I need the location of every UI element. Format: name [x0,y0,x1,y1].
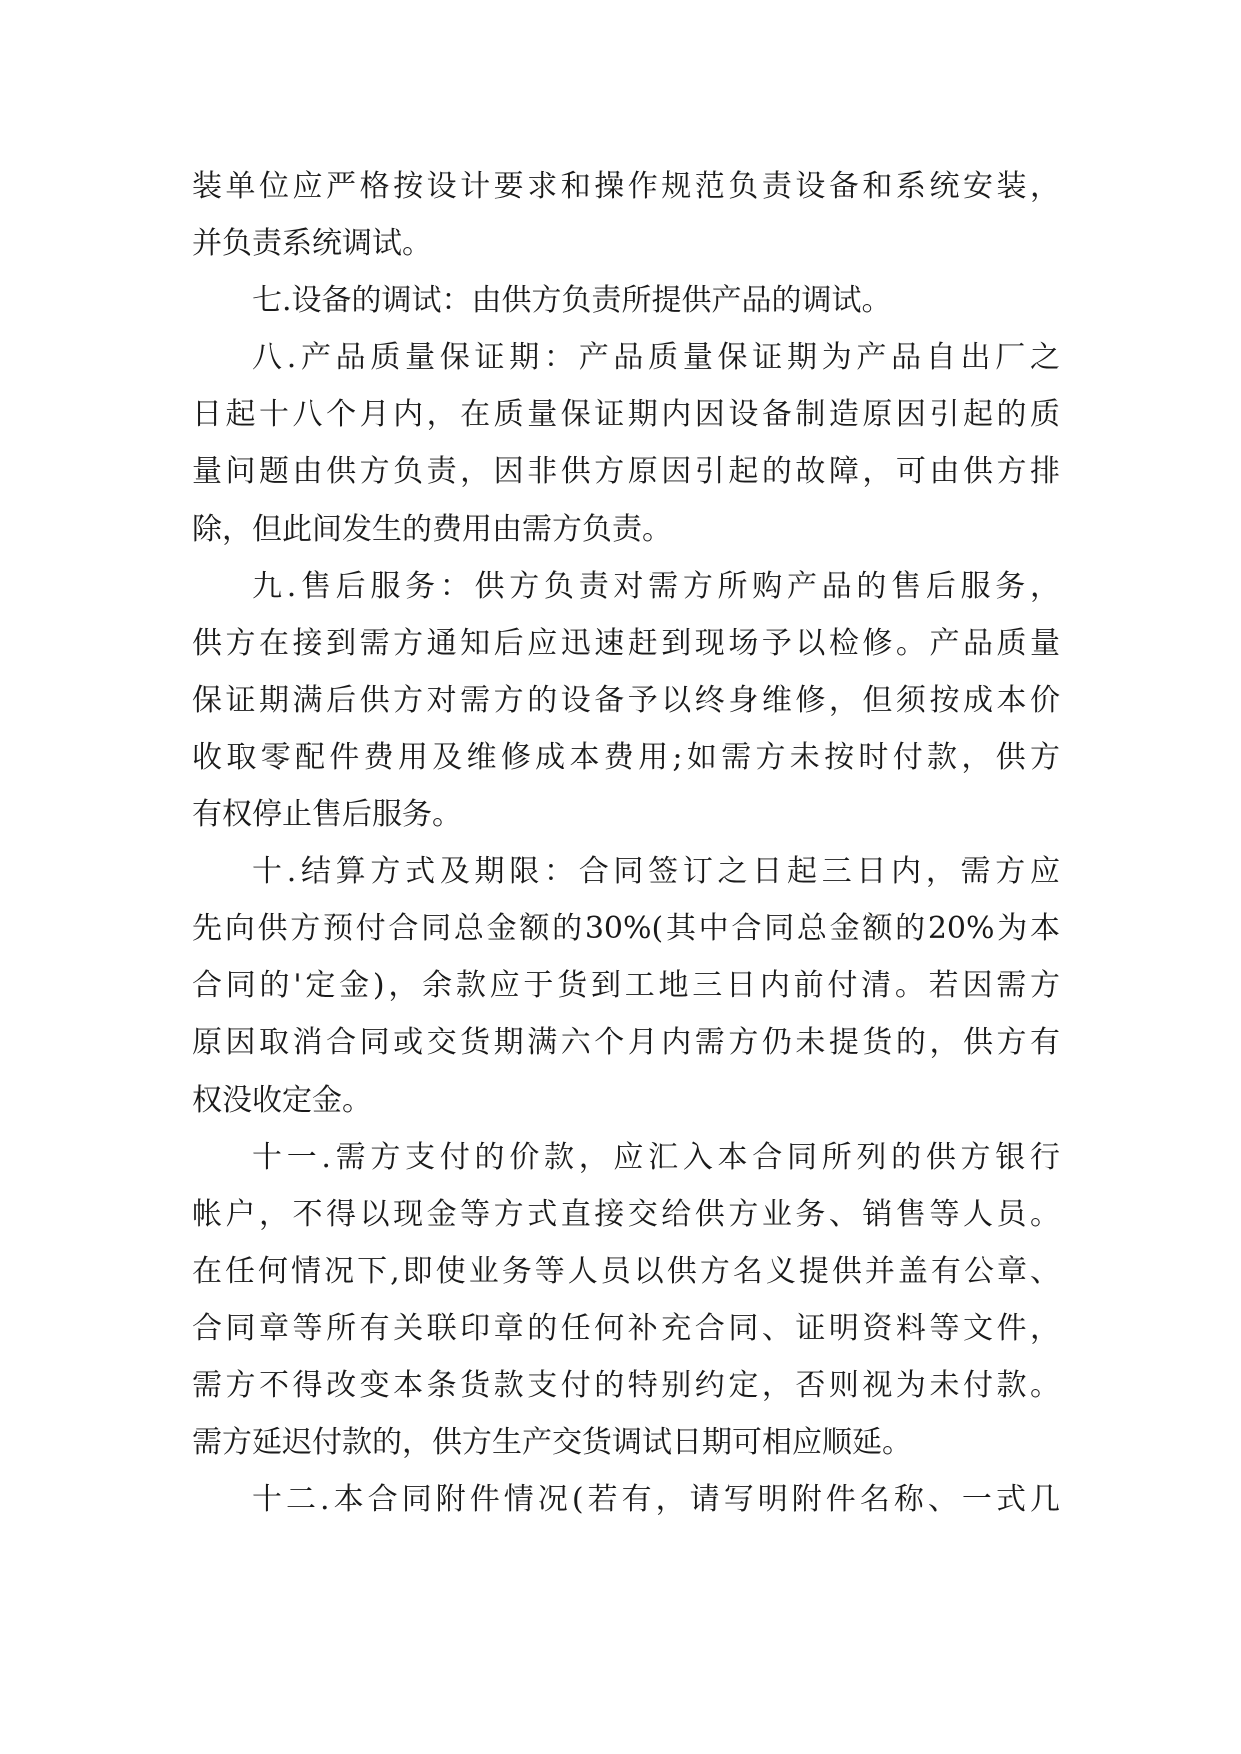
clause-7-line: 七.设备的调试：由供方负责所提供产品的调试。 [252,283,892,319]
text-line: 原因取消合同或交货期满六个月内需方仍未提货的，供方有 [192,1025,1060,1061]
text-line: 收取零配件费用及维修成本费用;如需方未按时付款，供方 [192,739,1060,775]
clause-12-line: 十二.本合同附件情况(若有，请写明附件名称、一式几 [252,1482,1060,1518]
text-line: 装单位应严格按设计要求和操作规范负责设备和系统安装， [192,169,1060,204]
text-line: 帐户，不得以现金等方式直接交给供方业务、销售等人员。 [192,1196,1060,1232]
text-line: 供方在接到需方通知后应迅速赶到现场予以检修。产品质量 [192,625,1060,661]
text-line: 合同章等所有关联印章的任何补充合同、证明资料等文件， [192,1310,1060,1346]
text-line: 在任何情况下,即使业务等人员以供方名义提供并盖有公章、 [192,1253,1060,1289]
text-line: 需方延迟付款的，供方生产交货调试日期可相应顺延。 [192,1425,912,1461]
text-line: 日起十八个月内，在质量保证期内因设备制造原因引起的质 [192,397,1060,433]
document-page [192,158,1060,1528]
text-line: 有权停止售后服务。 [192,797,462,833]
text-line: 权没收定金。 [192,1082,372,1118]
clause-8-line: 八.产品质量保证期：产品质量保证期为产品自出厂之 [252,340,1060,376]
clause-9-line: 九.售后服务：供方负责对需方所购产品的售后服务， [252,568,1060,604]
text-line: 需方不得改变本条货款支付的特别约定，否则视为未付款。 [192,1367,1060,1403]
text-line: 先向供方预付合同总金额的30%(其中合同总金额的20%为本 [192,911,1060,947]
text-line: 并负责系统调试。 [192,226,432,262]
clause-11-line: 十一.需方支付的价款，应汇入本合同所列的供方银行 [252,1139,1060,1175]
text-line: 合同的'定金)，余款应于货到工地三日内前付清。若因需方 [192,968,1060,1004]
clause-10-line: 十.结算方式及期限：合同签订之日起三日内，需方应 [252,854,1060,890]
text-line: 保证期满后供方对需方的设备予以终身维修，但须按成本价 [192,682,1060,718]
text-line: 量问题由供方负责，因非供方原因引起的故障，可由供方排 [192,454,1060,490]
text-line: 除，但此间发生的费用由需方负责。 [192,511,672,547]
